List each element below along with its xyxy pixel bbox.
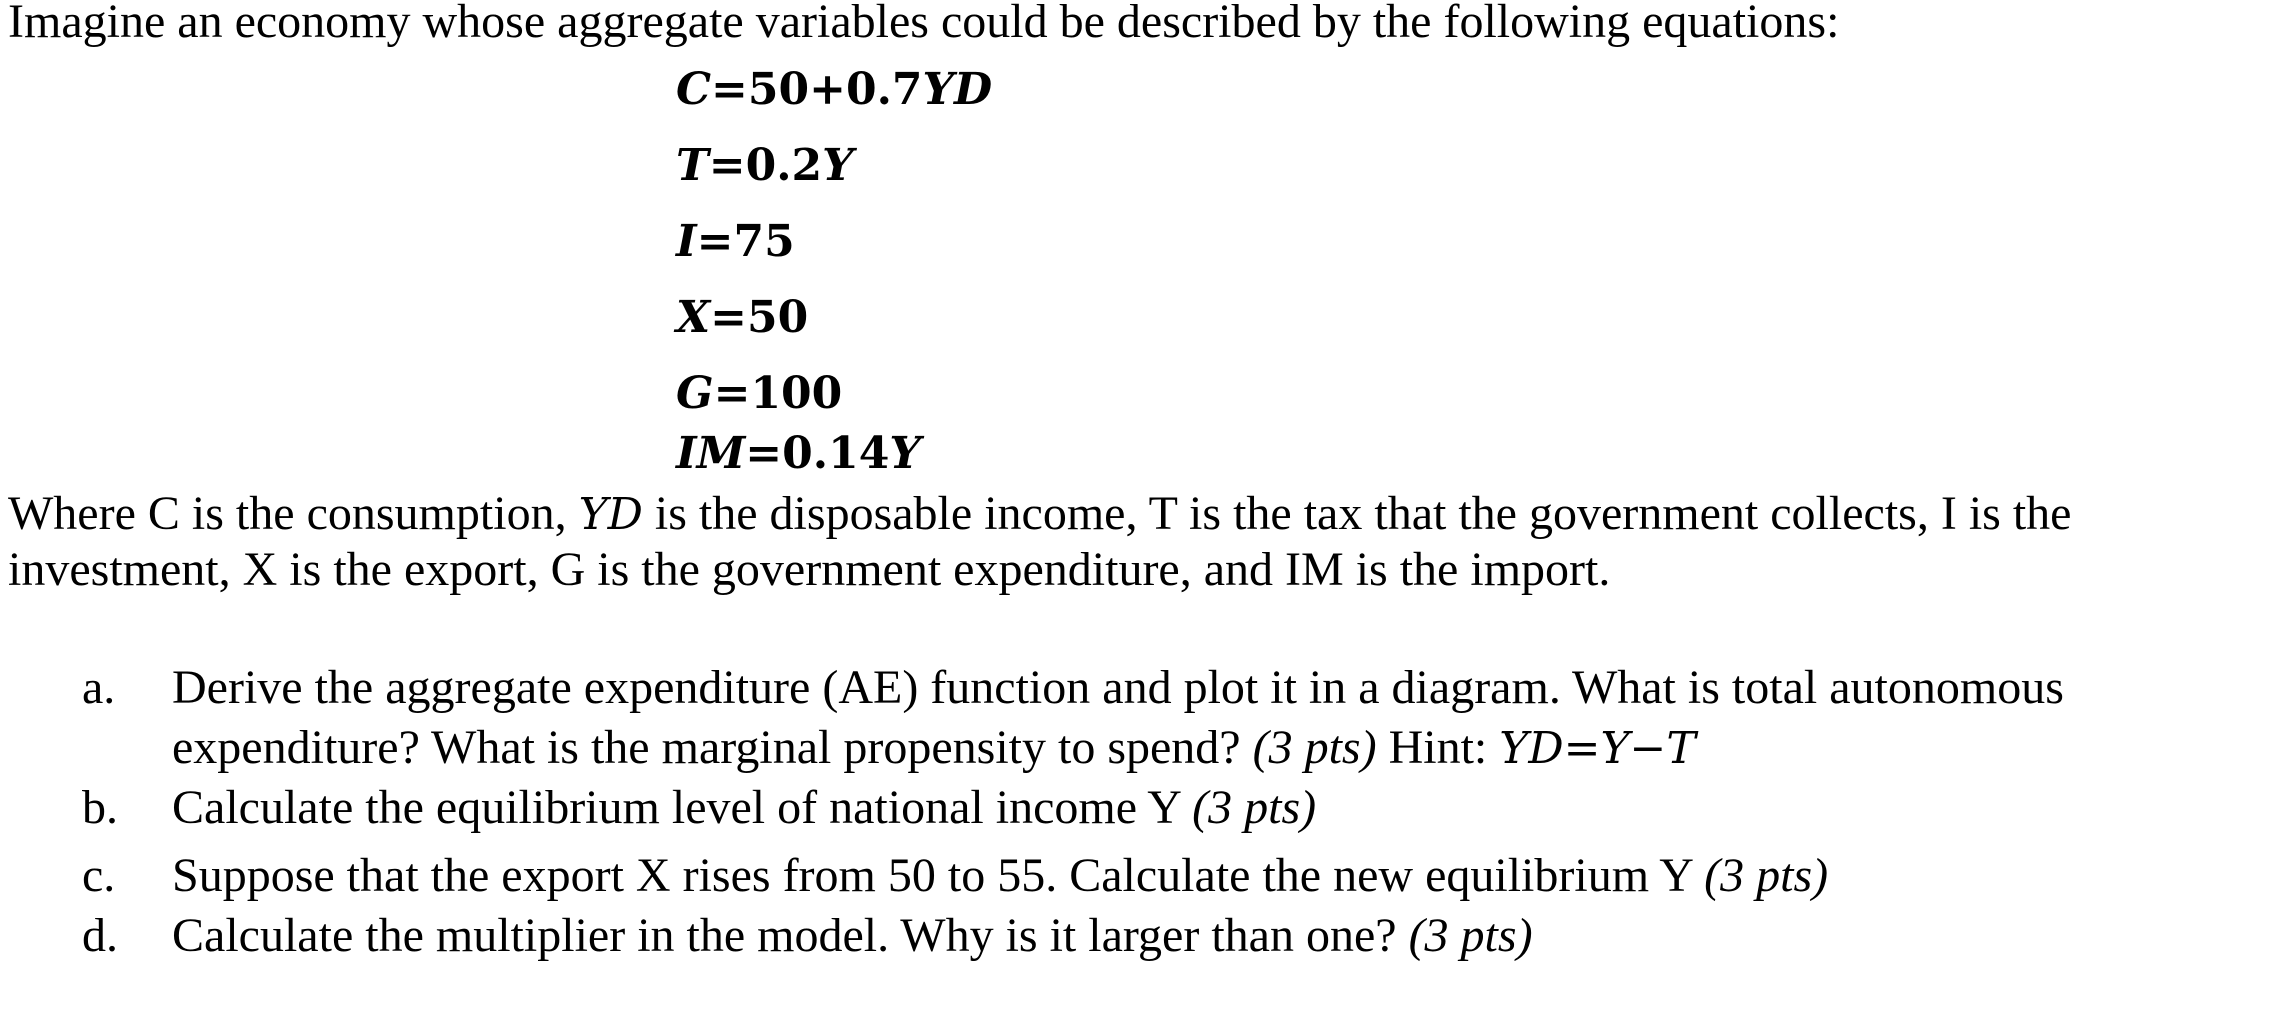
equation-government xyxy=(676,366,842,422)
question-c-points: (3 pts) xyxy=(1704,849,1829,902)
equation-rhs: =75 xyxy=(696,216,795,267)
definitions-text: Where C is the consumption, xyxy=(8,487,579,540)
equation-lhs: IM xyxy=(676,428,746,479)
question-c-line xyxy=(172,846,1828,906)
equation-investment xyxy=(676,214,795,270)
equation-lhs: C xyxy=(676,64,712,115)
definitions-line-1 xyxy=(8,484,2071,545)
equation-tail: Y xyxy=(822,140,854,191)
question-a-text: expenditure? What is the marginal propensity to spend? xyxy=(172,721,1253,774)
equation-rhs: =50+0.7 xyxy=(711,64,923,115)
equation-tail: Y xyxy=(889,428,921,479)
equation-rhs: =100 xyxy=(713,368,843,419)
question-d-text: Calculate the multiplier in the model. Why is it larger than one? xyxy=(172,909,1409,962)
question-b-label: b. xyxy=(82,781,118,834)
question-b-points: (3 pts) xyxy=(1192,781,1317,834)
question-a-line-1: Derive the aggregate expenditure (AE) function and plot it in a diagram. What is total autonomous xyxy=(172,661,2064,714)
equation-lhs: X xyxy=(676,292,711,343)
question-d-points: (3 pts) xyxy=(1408,909,1533,962)
disposable-income-symbol: YD xyxy=(578,489,643,540)
hint-label: Hint: xyxy=(1376,721,1500,774)
equation-consumption xyxy=(676,62,992,118)
equation-tax xyxy=(676,138,854,194)
equation-export xyxy=(676,290,808,346)
equation-import xyxy=(676,426,921,482)
definitions-line-2: investment, X is the export, G is the government expenditure, and IM is the import. xyxy=(8,543,1611,596)
hint-equation: YD=Y−T xyxy=(1499,723,1696,774)
equation-rhs: =0.2 xyxy=(708,140,823,191)
question-d-line xyxy=(172,906,1533,966)
equation-rhs: =0.14 xyxy=(745,428,890,479)
definitions-text: is the disposable income, T is the tax that the government collects, I is the xyxy=(642,487,2072,540)
equation-lhs: G xyxy=(676,368,714,419)
intro-text: Imagine an economy whose aggregate variables could be described by the following equations: xyxy=(8,0,1840,48)
equation-rhs: =50 xyxy=(710,292,809,343)
question-a-label: a. xyxy=(82,661,116,714)
question-c-label: c. xyxy=(82,849,116,902)
equation-lhs: I xyxy=(676,216,697,267)
equation-lhs: T xyxy=(676,140,709,191)
question-a-points: (3 pts) xyxy=(1252,721,1377,774)
question-b-line xyxy=(172,778,1316,838)
question-d-label: d. xyxy=(82,909,118,962)
question-b-text: Calculate the equilibrium level of national income Y xyxy=(172,781,1193,834)
question-a-line-2 xyxy=(172,718,1696,779)
equation-tail: YD xyxy=(922,64,993,115)
question-c-text: Suppose that the export X rises from 50 to 55. Calculate the new equilibrium Y xyxy=(172,849,1705,902)
